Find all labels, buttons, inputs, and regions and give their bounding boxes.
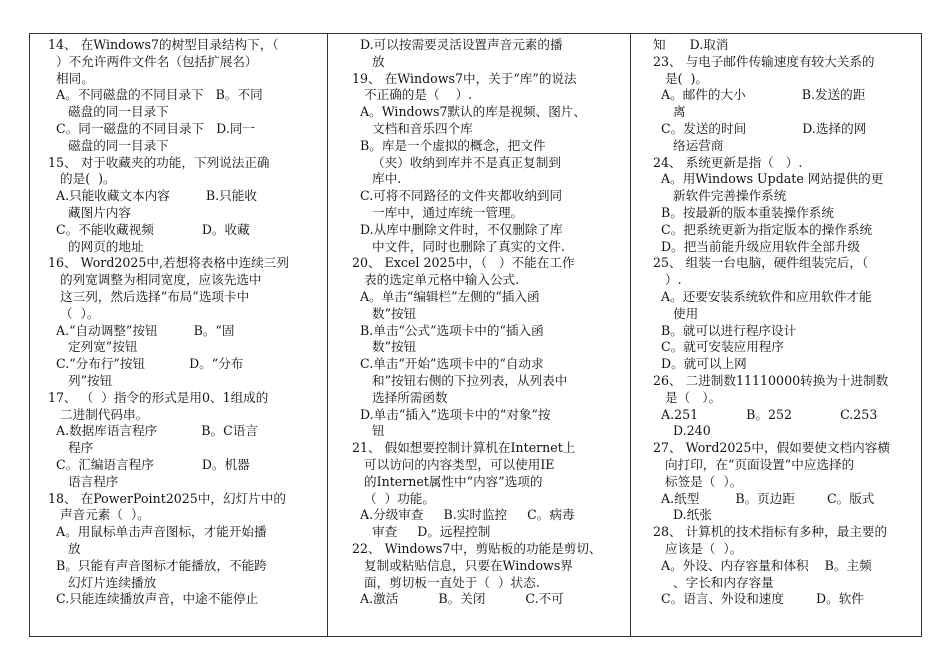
text-line: 库中. — [352, 171, 402, 187]
column-left — [48, 37, 315, 608]
text-line: A。Windows7默认的库是视频、图片、 — [352, 104, 586, 120]
text-line: 面，剪切板一直处于（ ）状态. — [352, 574, 540, 590]
text-line: D.从库中删除文件时，不仅删除了库 — [352, 221, 563, 237]
text-line: A.分级审查 B.实时监控 C。病毒 — [352, 507, 575, 523]
text-line: C.可将不同路径的文件夹都收纳到同 — [352, 188, 563, 204]
text-line: 16、 Word2025中,若想将表格中连续三列 — [48, 255, 289, 271]
text-line: C.“分布行”按钮 D。“分布 — [48, 356, 244, 372]
text-line: C。语言、外设和速度 D。软件 — [653, 591, 864, 607]
text-line: A.只能收藏文本内容 B.只能收 — [48, 188, 257, 204]
text-line: 审查 D。远程控制 — [352, 524, 491, 540]
text-line: C.只能连续播放声音，中途不能停止 — [48, 591, 259, 607]
text-line: 选择所需函数 — [352, 389, 448, 405]
text-line: B。库是一个虚拟的概念，把文件 — [352, 137, 546, 153]
text-line: 放 — [352, 53, 385, 69]
text-line: B。按最新的版本重装操作系统 — [653, 204, 834, 220]
text-line: ）不允许两件文件名（包括扩展名） — [48, 53, 258, 69]
text-line: 新软件完善操作系统 — [653, 188, 787, 204]
text-line: 数”按钮 — [352, 339, 417, 355]
column-middle — [352, 37, 618, 608]
text-line: A。单击“编辑栏”左侧的“插入函 — [352, 288, 540, 304]
text-line: B。就可以进行程序设计 — [653, 322, 797, 338]
text-line: 是（ ）。 — [653, 389, 722, 405]
text-line: D.纸张 — [653, 507, 712, 523]
text-line: ）. — [653, 272, 682, 288]
text-line: 磁盘的同一目录下 — [48, 137, 169, 153]
text-line: 列”按钮 — [48, 372, 113, 388]
text-line: A。不同磁盘的不同目录下 B。不同 — [48, 87, 263, 103]
text-line: A.数据库语言程序 B。C语言 — [48, 423, 258, 439]
text-line: 15、 对于收藏夹的功能，下列说法正确 — [48, 154, 270, 170]
text-line: 藏图片内容 — [48, 204, 131, 220]
text-line: A。用鼠标单击声音图标，才能开始播 — [48, 524, 267, 540]
text-line: B.单击“公式”选项卡中的“插入函 — [352, 322, 544, 338]
text-line: 22、 Windows7中，剪贴板的功能是剪切、 — [352, 540, 602, 556]
text-line: 标签是（ ）。 — [653, 473, 743, 489]
text-line: D.单击“插入”选项卡中的“对象”按 — [352, 406, 551, 422]
text-line: 28、 计算机的技术指标有多种，最主要的 — [653, 524, 888, 540]
text-line: C。同一磁盘的不同目录下 D.同一 — [48, 120, 256, 136]
text-line: 17、 （ ）指令的形式是用0、1组成的 — [48, 389, 269, 405]
text-line: D.240 — [653, 423, 711, 439]
text-line: 放 — [48, 540, 81, 556]
column-divider-2 — [630, 33, 631, 637]
text-line: 不正确的是（ ）. — [352, 87, 473, 103]
text-line: 的网页的地址 — [48, 238, 144, 254]
text-line: 25、 组装一台电脑，硬件组装完后，（ — [653, 255, 869, 271]
text-line: （ ）。 — [48, 305, 100, 321]
text-line: A。邮件的大小 B.发送的距 — [653, 87, 866, 103]
column-right — [653, 37, 919, 608]
text-line: 的是( )。 — [48, 171, 116, 187]
text-line: A。用Windows Update 网站提供的更 — [653, 171, 884, 187]
text-line: （ ）功能。 — [352, 490, 435, 506]
text-line: 中文件，同时也删除了真实的文件. — [352, 238, 565, 254]
text-line: 相同。 — [48, 70, 94, 86]
text-line: 向打印，在“页面设置”中应选择的 — [653, 456, 855, 472]
text-line: D。把当前能升级应用软件全部升级 — [653, 238, 861, 254]
text-line: 21、 假如想要控制计算机在Internet上 — [352, 440, 576, 456]
text-line: 表的选定单元格中输入公式. — [352, 272, 520, 288]
text-line: A。还要安装系统软件和应用软件才能 — [653, 288, 872, 304]
text-line: 程序 — [48, 440, 94, 456]
text-line: 声音元素（ ）。 — [48, 507, 150, 523]
text-line: C。发送的时间 D.选择的网 — [653, 120, 867, 136]
text-line: A.激活 B。关闭 C.不可 — [352, 591, 564, 607]
text-line: 14、 在Windows7的树型目录结构下，（ — [48, 37, 279, 52]
text-line: 定列宽”按钮 — [48, 339, 138, 355]
text-line: 和”按钮右侧的下拉列表，从列表中 — [352, 372, 568, 388]
text-line: 26、 二进制数11110000转换为十进制数 — [653, 372, 889, 388]
text-line: 、字长和内存容量 — [653, 574, 774, 590]
text-line: 络运营商 — [653, 137, 724, 153]
text-line: 19、 在Windows7中，关于“库”的说法 — [352, 70, 577, 86]
text-line: C。就可安装应用程序 — [653, 339, 784, 355]
text-line: 这三列，然后选择“布局”选项卡中 — [48, 288, 250, 304]
text-line: 文档和音乐四个库 — [352, 120, 473, 136]
text-line: 离 — [653, 104, 686, 120]
text-line: C。不能收藏视频 D。收藏 — [48, 221, 250, 237]
text-line: 钮 — [352, 423, 385, 439]
text-line: A.纸型 B。页边距 C。版式 — [653, 490, 875, 506]
column-divider-1 — [327, 33, 328, 637]
text-line: A。外设、内存容量和体积 B。主频 — [653, 557, 872, 573]
text-line: 的Internet属性中“内容”选项的 — [352, 473, 543, 489]
text-line: D.可以按需要灵活设置声音元素的播 — [352, 37, 563, 52]
text-line: 是( )。 — [653, 70, 709, 86]
text-line: 二进制代码串。 — [48, 406, 149, 422]
text-line: 23、 与电子邮件传输速度有较大关系的 — [653, 53, 875, 69]
text-line: （夹）收纳到库并不是真正复制到 — [352, 154, 561, 170]
text-line: C。汇编语言程序 D。机器 — [48, 456, 250, 472]
text-line: 使用 — [653, 305, 699, 321]
text-line: 数”按钮 — [352, 305, 417, 321]
text-line: 幻灯片连续播放 — [48, 574, 157, 590]
text-line: 知 D.取消 — [653, 37, 729, 52]
text-line: A.“自动调整”按钮 B。“固 — [48, 322, 235, 338]
text-line: 应该是（ ）。 — [653, 540, 743, 556]
text-line: D。就可以上网 — [653, 356, 747, 372]
text-line: 20、 Excel 2025中，（ ）不能在工作 — [352, 255, 575, 271]
text-line: 磁盘的同一目录下 — [48, 104, 169, 120]
text-line: 语言程序 — [48, 473, 119, 489]
text-line: A.251 B。252 C.253 — [653, 406, 878, 422]
text-line: 的列宽调整为相同宽度，应该先选中 — [48, 272, 262, 288]
text-line: 一库中，通过库统一管理。 — [352, 204, 524, 220]
text-line: 24、 系统更新是指（ ）. — [653, 154, 803, 170]
text-line: 18、 在PowerPoint2025中，幻灯片中的 — [48, 490, 286, 506]
text-line: B。只能有声音图标才能播放，不能跨 — [48, 557, 267, 573]
text-line: C.单击“开始”选项卡中的“自动求 — [352, 356, 544, 372]
text-line: 复制或粘贴信息，只要在Windows界 — [352, 557, 573, 573]
text-line: 可以访问的内容类型，可以使用IE — [352, 456, 555, 472]
text-line: 27、 Word2025中，假如要使文档内容横 — [653, 440, 890, 456]
text-line: C。把系统更新为指定版本的操作系统 — [653, 221, 873, 237]
